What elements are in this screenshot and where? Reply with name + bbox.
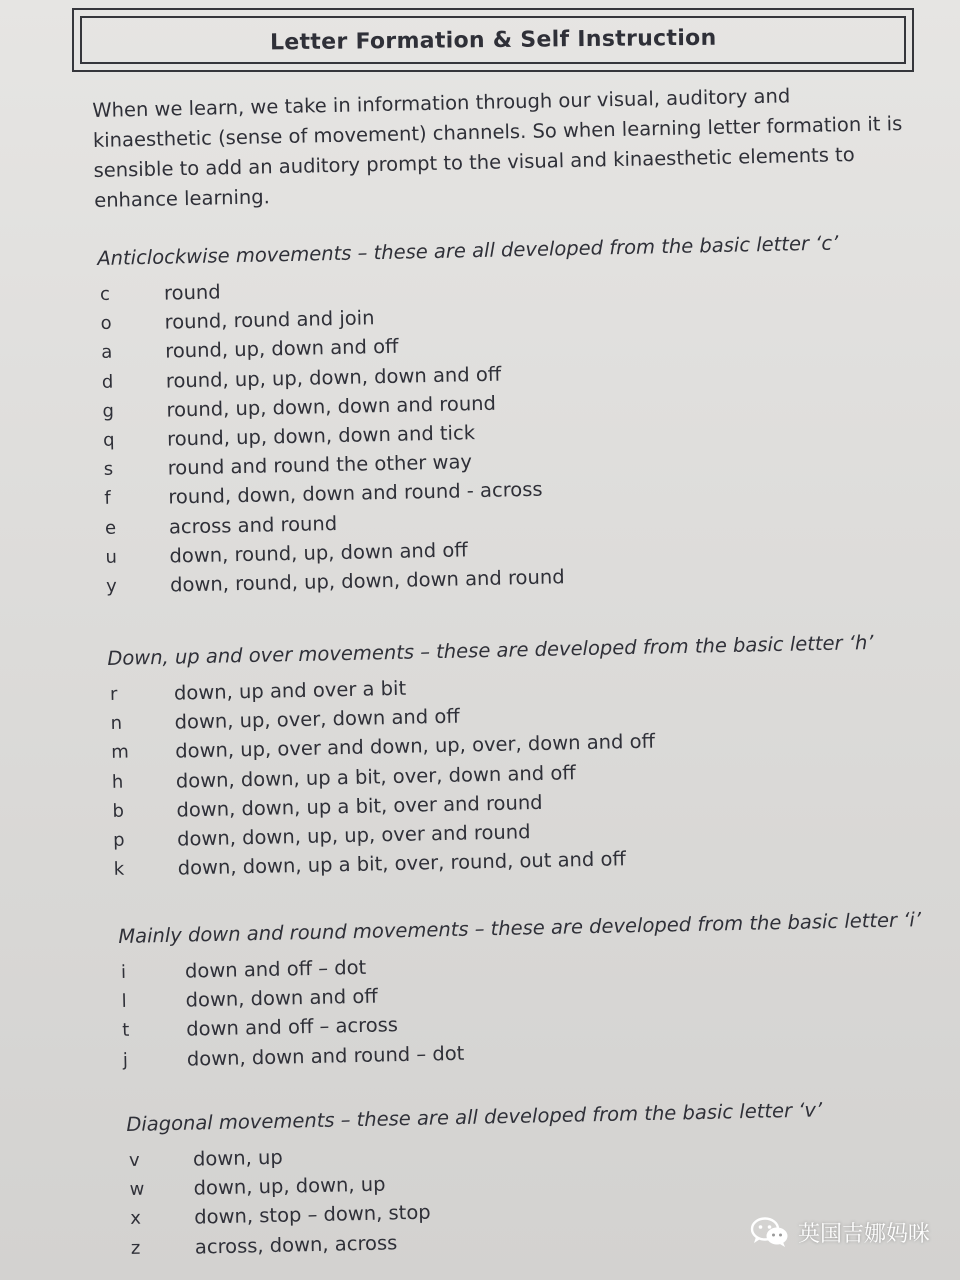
- movement-instruction: down, up, down, up: [193, 1172, 386, 1200]
- movement-instruction: round, round and join: [164, 306, 375, 334]
- movement-instruction: down, up and over a bit: [173, 676, 407, 705]
- movement-instruction: round, up, up, down, down and off: [165, 362, 502, 393]
- movement-instruction: round, up, down and off: [165, 335, 399, 364]
- letter: q: [102, 429, 115, 451]
- letter: x: [130, 1208, 142, 1230]
- letter: h: [111, 771, 124, 793]
- section-heading: Mainly down and round movements – these are developed from the basic letter ‘i’: [118, 908, 922, 948]
- movement-instruction: down, up: [192, 1145, 284, 1171]
- intro-paragraph: When we learn, we take in information through our visual, auditory and kinaesthetic (sense of movement) channels. So when learning letter formation it is sensible to add an auditory prompt to the visual and kinaesthetic elements to enhance learning.: [92, 84, 903, 212]
- letter: i: [120, 961, 127, 984]
- letter: u: [105, 546, 118, 568]
- movement-instruction: round and round the other way: [167, 450, 473, 480]
- section-down-and-round: [118, 905, 924, 1075]
- letter: k: [113, 858, 125, 881]
- letter: z: [130, 1237, 141, 1259]
- movement-instruction: down, down, up a bit, over and round: [176, 790, 543, 822]
- movement-instruction: down, round, up, down, down and round: [169, 565, 565, 597]
- letter: e: [104, 517, 117, 539]
- page-title: Letter Formation & Self Instruction: [269, 25, 717, 55]
- title-inner-border: [80, 16, 906, 64]
- section-down-up-over: [107, 628, 878, 884]
- title-box: [72, 8, 914, 72]
- letter: o: [100, 312, 112, 335]
- movement-instruction: round: [163, 280, 221, 305]
- letter: l: [121, 991, 127, 1013]
- movement-instruction: down and off – dot: [184, 955, 367, 983]
- section-anticlockwise: [97, 228, 845, 601]
- letter: v: [128, 1149, 140, 1172]
- section-heading: Diagonal movements – these are all developed from the basic letter ‘v’: [126, 1098, 823, 1136]
- letter: r: [109, 683, 118, 706]
- movement-instruction: across, down, across: [194, 1231, 398, 1259]
- movement-instruction: down, down and off: [185, 984, 378, 1012]
- section-diagonal: [126, 1095, 825, 1262]
- movement-instruction: down, stop – down, stop: [194, 1201, 431, 1230]
- movement-instruction: down, down and round – dot: [186, 1041, 465, 1071]
- movement-instruction: round, up, down, down and round: [166, 391, 497, 422]
- letter: a: [101, 342, 113, 364]
- movement-instruction: down, down, up, up, over and round: [176, 820, 531, 851]
- letter: m: [111, 742, 130, 764]
- letter: p: [112, 829, 125, 851]
- watermark: [750, 1216, 930, 1248]
- wechat-icon: [750, 1216, 790, 1248]
- letter: b: [112, 800, 125, 822]
- movement-instruction: down and off – across: [186, 1013, 399, 1042]
- movement-instruction: round, up, down, down and tick: [166, 421, 476, 451]
- letter: c: [99, 283, 111, 306]
- watermark-text: 英国吉娜妈咪: [797, 1221, 930, 1247]
- letter: n: [110, 712, 123, 735]
- movement-instruction: down, up, over and down, up, over, down and off: [175, 730, 656, 764]
- section-heading: Down, up and over movements – these are developed from the basic letter ‘h’: [107, 630, 874, 670]
- letter: f: [104, 488, 111, 510]
- letter: s: [103, 458, 114, 481]
- letter: j: [122, 1049, 129, 1071]
- letter: d: [101, 371, 114, 393]
- letter: w: [129, 1178, 145, 1201]
- movement-instruction: down, down, up a bit, over, round, out and off: [177, 847, 627, 880]
- letter: t: [122, 1020, 130, 1042]
- movement-instruction: down, down, up a bit, over, down and off: [175, 760, 576, 793]
- section-heading: Anticlockwise movements – these are all developed from the basic letter ‘c’: [97, 231, 839, 270]
- letter: y: [105, 575, 118, 597]
- movement-instruction: down, round, up, down and off: [169, 538, 468, 568]
- letter: g: [102, 400, 115, 422]
- movement-instruction: across and round: [168, 511, 338, 539]
- movement-instruction: round, down, down and round - across: [168, 478, 543, 509]
- movement-instruction: down, up, over, down and off: [174, 704, 460, 734]
